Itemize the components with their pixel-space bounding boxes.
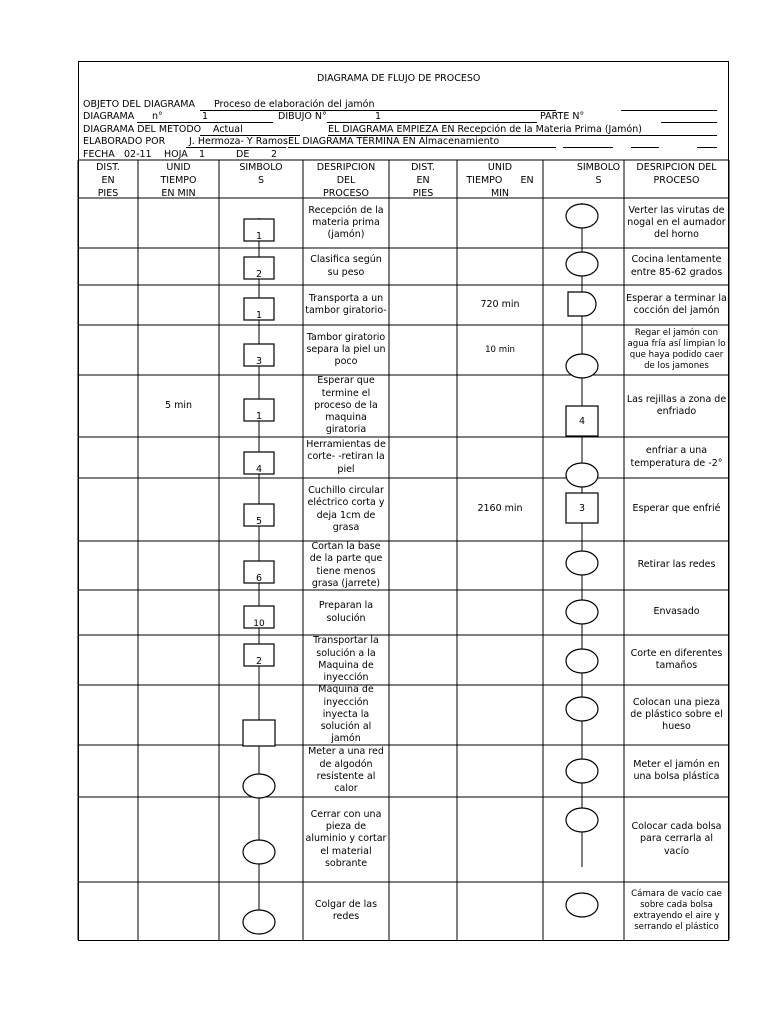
left-time-cell xyxy=(138,325,219,375)
left-dist-cell xyxy=(78,285,138,325)
right-dist-cell xyxy=(389,882,457,940)
left-time-cell xyxy=(138,248,219,285)
objeto-value: Proceso de elaboración del jamón xyxy=(214,99,375,110)
left-symbol-square xyxy=(244,606,274,629)
right-dist-cell xyxy=(389,745,457,797)
symbol-number: 4 xyxy=(255,464,263,475)
right-dist-cell xyxy=(389,248,457,285)
symbol-number: 5 xyxy=(255,516,263,527)
left-symbol-square xyxy=(244,644,274,667)
right-desc-cell: Meter el jamón en una bolsa plástica xyxy=(633,758,720,782)
left-symbol-circle xyxy=(243,774,275,798)
left-symbol-circle xyxy=(243,910,275,934)
left-time-cell xyxy=(138,882,219,940)
right-desc-cell: Verter las virutas de nogal en el aumador del horno xyxy=(627,204,726,241)
right-symbol-square xyxy=(566,493,598,523)
left-time-cell: 5 min xyxy=(165,399,192,411)
left-dist-cell xyxy=(78,375,138,437)
left-desc-cell: Transporta a un tambor giratorio- xyxy=(305,292,387,316)
left-symbol-square xyxy=(243,720,275,746)
right-symbol-circle xyxy=(566,204,598,228)
left-dist-cell xyxy=(78,248,138,285)
symbol-number: 6 xyxy=(255,573,263,584)
col-dist-header: DIST. EN PIES xyxy=(96,162,120,199)
col-dist2-header: DIST. EN PIES xyxy=(411,162,435,199)
elaborado-value: J. Hermoza- Y Ramos xyxy=(189,136,288,147)
left-desc-cell: Cerrar con una pieza de aluminio y cortar el material sobrante xyxy=(305,808,387,869)
termina-text: EL DIAGRAMA TERMINA EN Almacenamiento xyxy=(288,136,500,147)
right-time-cell: 720 min xyxy=(480,298,520,310)
right-symbol-circle xyxy=(566,354,598,378)
left-desc-cell: Clasifica según su peso xyxy=(310,254,382,278)
right-symbol-circle xyxy=(566,808,598,832)
left-dist-cell xyxy=(78,590,138,635)
de-value: 2 xyxy=(271,149,278,160)
hoja-label: HOJA xyxy=(164,149,188,160)
left-time-cell xyxy=(138,745,219,797)
right-symbol-circle xyxy=(566,600,598,624)
objeto-label: OBJETO DEL DIAGRAMA xyxy=(83,99,195,110)
col-symbols-header: SIMBOLO S xyxy=(239,162,283,186)
symbol-number: 1 xyxy=(255,310,263,321)
right-time-cell: 10 min xyxy=(485,344,515,355)
right-symbol-circle xyxy=(566,893,598,917)
right-symbol-circle xyxy=(566,759,598,783)
left-dist-cell xyxy=(78,198,138,248)
col-desc2-header: DESRIPCION DEL PROCESO xyxy=(636,162,717,186)
left-desc-cell: Máquina de inyección inyecta la solución al jamón xyxy=(318,685,374,745)
left-dist-cell xyxy=(78,745,138,797)
symbol-number: 1 xyxy=(255,231,263,242)
right-symbol-square xyxy=(566,406,598,436)
dibujo-value: 1 xyxy=(375,111,382,122)
left-symbol-square xyxy=(244,561,274,584)
symbol-number: 3 xyxy=(255,356,263,367)
fecha-label: FECHA xyxy=(83,149,115,160)
right-desc-cell: Retirar las redes xyxy=(637,559,716,571)
left-time-cell xyxy=(138,685,219,745)
left-dist-cell xyxy=(78,541,138,590)
left-dist-cell xyxy=(78,325,138,375)
right-time-cell xyxy=(457,685,543,745)
right-dist-cell xyxy=(389,590,457,635)
right-time-cell xyxy=(457,375,543,437)
right-desc-cell: Cocina lentamente entre 85-62 grados xyxy=(630,254,723,278)
right-desc-cell: Esperar que enfrié xyxy=(632,503,721,515)
right-desc-cell: Regar el jamón con agua fría así limpian lo que haya podido caer de los jamones xyxy=(627,328,726,371)
right-desc-cell: Las rejillas a zona de enfriado xyxy=(626,393,727,417)
elaborado-label: ELABORADO POR xyxy=(83,136,166,147)
right-time-cell xyxy=(457,590,543,635)
right-desc-cell: Envasado xyxy=(653,606,700,618)
right-dist-cell xyxy=(389,198,457,248)
left-desc-cell: Cortan la base de la parte que tiene menos grasa (jarrete) xyxy=(309,541,383,589)
right-desc-cell: Corte en diferentes tamaños xyxy=(630,647,723,671)
left-time-cell xyxy=(138,285,219,325)
right-desc-cell: Esperar a terminar la cocción del jamón xyxy=(626,292,727,316)
right-time-cell xyxy=(457,797,543,882)
right-dist-cell xyxy=(389,541,457,590)
right-symbol-delay xyxy=(568,292,596,316)
hoja-value: 1 xyxy=(199,149,206,160)
right-time-cell xyxy=(457,745,543,797)
left-desc-cell: Herramientas de corte- -retiran la piel xyxy=(306,439,386,475)
left-dist-cell xyxy=(78,437,138,478)
fecha-value: 02-11 xyxy=(124,149,152,160)
right-time-cell xyxy=(457,635,543,685)
left-desc-cell: Preparan la solución xyxy=(318,600,374,624)
right-desc-cell: Colocan una pieza de plástico sobre el hueso xyxy=(630,696,723,733)
left-desc-cell: Colgar de las redes xyxy=(314,898,378,922)
right-time-cell xyxy=(457,437,543,478)
de-label: DE xyxy=(236,149,250,160)
metodo-label: DIAGRAMA DEL METODO xyxy=(83,124,202,135)
symbol-number: 2 xyxy=(255,269,263,280)
left-time-cell xyxy=(138,541,219,590)
left-symbol-square xyxy=(244,298,274,321)
left-symbol-circle xyxy=(243,840,275,864)
symbol-number: 3 xyxy=(578,503,586,514)
left-desc-cell: Esperar que termine el proceso de la maquina giratoria xyxy=(314,375,378,436)
left-desc-cell: Tambor giratorio separa la piel un poco xyxy=(306,331,386,368)
left-time-cell xyxy=(138,797,219,882)
left-symbol-square xyxy=(244,504,274,527)
right-dist-cell xyxy=(389,375,457,437)
symbol-number: 1 xyxy=(255,411,263,422)
dibujo-label: DIBUJO N° xyxy=(278,111,327,122)
right-symbol-circle xyxy=(566,697,598,721)
empieza-text: EL DIAGRAMA EMPIEZA EN Recepción de la Materia Prima (Jamón) xyxy=(328,124,642,135)
parte-label: PARTE N° xyxy=(540,111,585,122)
col-symbols2-header: SIMBOLO S xyxy=(576,162,621,186)
diagrama-label: DIAGRAMA xyxy=(83,111,135,122)
right-dist-cell xyxy=(389,685,457,745)
right-time-cell xyxy=(457,248,543,285)
left-dist-cell xyxy=(78,685,138,745)
left-time-cell xyxy=(138,590,219,635)
left-dist-cell xyxy=(78,797,138,882)
right-symbol-circle xyxy=(566,649,598,673)
right-time-cell: 2160 min xyxy=(477,503,523,515)
right-time-cell xyxy=(457,541,543,590)
right-time-cell xyxy=(457,882,543,940)
left-dist-cell xyxy=(78,882,138,940)
form-title: DIAGRAMA DE FLUJO DE PROCESO xyxy=(317,73,481,84)
left-symbol-square xyxy=(244,219,274,242)
left-time-cell xyxy=(138,478,219,541)
symbol-number: 4 xyxy=(578,416,586,427)
left-desc-cell: Meter a una red de algodón resistente al calor xyxy=(308,746,384,795)
left-dist-cell xyxy=(78,635,138,685)
right-symbol-circle xyxy=(566,252,598,276)
right-time-cell xyxy=(457,198,543,248)
right-dist-cell xyxy=(389,325,457,375)
right-dist-cell xyxy=(389,285,457,325)
left-time-cell xyxy=(138,437,219,478)
left-desc-cell: Transportar la solución a la Maquina de inyección xyxy=(313,635,379,684)
symbol-number: 10 xyxy=(253,619,265,629)
right-symbol-circle xyxy=(566,463,598,487)
left-desc-cell: Cuchillo circular eléctrico corta y deja 1cm de grasa xyxy=(307,484,385,533)
col-time-header: UNID TIEMPO EN MIN xyxy=(160,162,197,199)
col-time2-header: UNID TIEMPO EN MIN xyxy=(466,162,534,199)
diagrama-n-label: n° xyxy=(152,111,163,122)
right-dist-cell xyxy=(389,635,457,685)
right-dist-cell xyxy=(389,797,457,882)
left-desc-cell: Recepción de la materia prima (jamón) xyxy=(308,204,384,241)
metodo-value: Actual xyxy=(213,124,243,135)
left-symbol-square xyxy=(244,399,274,422)
left-time-cell xyxy=(138,198,219,248)
right-desc-cell: Colocar cada bolsa para cerrarla al vacío xyxy=(631,821,722,857)
right-desc-cell: enfriar a una temperatura de -2° xyxy=(630,445,723,469)
left-time-cell xyxy=(138,635,219,685)
right-dist-cell xyxy=(389,478,457,541)
left-symbol-square xyxy=(244,257,274,280)
left-symbol-square xyxy=(244,452,274,475)
left-dist-cell xyxy=(78,478,138,541)
symbol-number: 2 xyxy=(255,656,263,667)
col-desc-header: DESRIPCION DEL PROCESO xyxy=(316,162,376,199)
right-desc-cell: Cámara de vacío cae sobre cada bolsa extrayendo el aire y serrando el plástico xyxy=(631,889,722,932)
left-symbol-square xyxy=(244,344,274,367)
right-dist-cell xyxy=(389,437,457,478)
diagrama-n-value: 1 xyxy=(202,111,209,122)
right-symbol-circle xyxy=(566,551,598,575)
